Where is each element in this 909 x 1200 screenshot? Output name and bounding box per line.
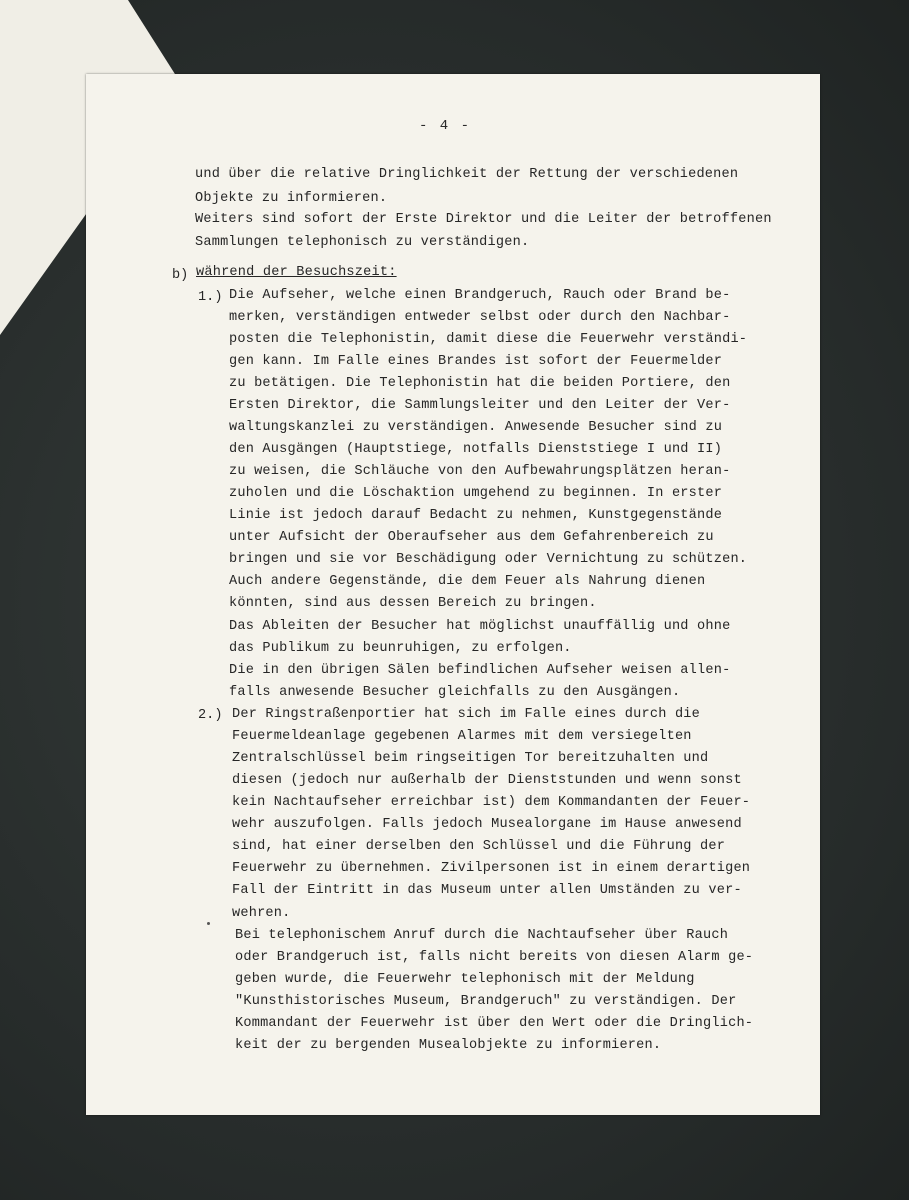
intro-line: Sammlungen telephonisch zu verständigen.: [195, 235, 530, 250]
item1-line: unter Aufsicht der Oberaufseher aus dem Gefahrenbereich zu: [229, 530, 714, 545]
section-label: b): [172, 268, 189, 283]
item1-line: zu betätigen. Die Telephonistin hat die beiden Portiere, den: [229, 376, 731, 391]
item1-line: Ersten Direktor, die Sammlungsleiter und den Leiter der Ver-: [229, 398, 731, 413]
item2-line: sind, hat einer derselben den Schlüssel und die Führung der: [232, 839, 726, 854]
item2-line: Zentralschlüssel beim ringseitigen Tor bereitzuhalten und: [232, 751, 709, 766]
ink-speck: [207, 922, 210, 925]
intro-line: Objekte zu informieren.: [195, 191, 388, 206]
item2-line: wehr auszufolgen. Falls jedoch Musealorgane im Hause anwesend: [232, 817, 742, 832]
item1-line: Linie ist jedoch darauf Bedacht zu nehmen, Kunstgegenstände: [229, 508, 723, 523]
intro-line: und über die relative Dringlichkeit der Rettung der verschiedenen: [195, 167, 739, 182]
item1-line: waltungskanzlei zu verständigen. Anwesende Besucher sind zu: [229, 420, 723, 435]
item2-line: geben wurde, die Feuerwehr telephonisch mit der Meldung: [235, 972, 695, 987]
page-number: - 4 -: [419, 118, 472, 134]
item1-line: könnten, sind aus dessen Bereich zu bringen.: [229, 596, 597, 611]
item1-line: falls anwesende Besucher gleichfalls zu den Ausgängen.: [229, 685, 681, 700]
item2-line: Feuermeldeanlage gegebenen Alarmes mit dem versiegelten: [232, 729, 692, 744]
item1-line: das Publikum zu beunruhigen, zu erfolgen.: [229, 641, 572, 656]
item2-line: "Kunsthistorisches Museum, Brandgeruch" zu verständigen. Der: [235, 994, 737, 1009]
item2-line: Bei telephonischem Anruf durch die Nachtaufseher über Rauch: [235, 928, 729, 943]
item1-line: Das Ableiten der Besucher hat möglichst unauffällig und ohne: [229, 619, 731, 634]
item1-line: Die Aufseher, welche einen Brandgeruch, Rauch oder Brand be-: [229, 288, 731, 303]
item1-line: Auch andere Gegenstände, die dem Feuer als Nahrung dienen: [229, 574, 706, 589]
item2-line: Kommandant der Feuerwehr ist über den Wert oder die Dringlich-: [235, 1016, 754, 1031]
item2-line: Der Ringstraßenportier hat sich im Falle eines durch die: [232, 707, 701, 722]
item2-line: Fall der Eintritt in das Museum unter allen Umständen zu ver-: [232, 883, 742, 898]
item-number: 2.): [198, 708, 223, 723]
item1-line: zuholen und die Löschaktion umgehend zu beginnen. In erster: [229, 486, 723, 501]
item2-line: oder Brandgeruch ist, falls nicht bereits von diesen Alarm ge-: [235, 950, 754, 965]
item2-line: keit der zu bergenden Musealobjekte zu informieren.: [235, 1038, 662, 1053]
item1-line: posten die Telephonistin, damit diese die Feuerwehr verständi-: [229, 332, 748, 347]
document-page: [86, 74, 820, 1115]
item2-line: kein Nachtaufseher erreichbar ist) dem Kommandanten der Feuer-: [232, 795, 751, 810]
item2-line: wehren.: [232, 906, 291, 921]
item-number: 1.): [198, 290, 223, 305]
item2-line: Feuerwehr zu übernehmen. Zivilpersonen ist in einem derartigen: [232, 861, 751, 876]
item1-line: zu weisen, die Schläuche von den Aufbewahrungsplätzen heran-: [229, 464, 731, 479]
section-heading: während der Besuchszeit:: [196, 265, 397, 280]
item1-line: gen kann. Im Falle eines Brandes ist sofort der Feuermelder: [229, 354, 723, 369]
item1-line: merken, verständigen entweder selbst oder durch den Nachbar-: [229, 310, 731, 325]
item1-line: bringen und sie vor Beschädigung oder Vernichtung zu schützen.: [229, 552, 748, 567]
item1-line: den Ausgängen (Hauptstiege, notfalls Dienststiege I und II): [229, 442, 723, 457]
item1-line: Die in den übrigen Sälen befindlichen Aufseher weisen allen-: [229, 663, 731, 678]
intro-line: Weiters sind sofort der Erste Direktor und die Leiter der betroffenen: [195, 212, 772, 227]
item2-line: diesen (jedoch nur außerhalb der Dienststunden und wenn sonst: [232, 773, 742, 788]
